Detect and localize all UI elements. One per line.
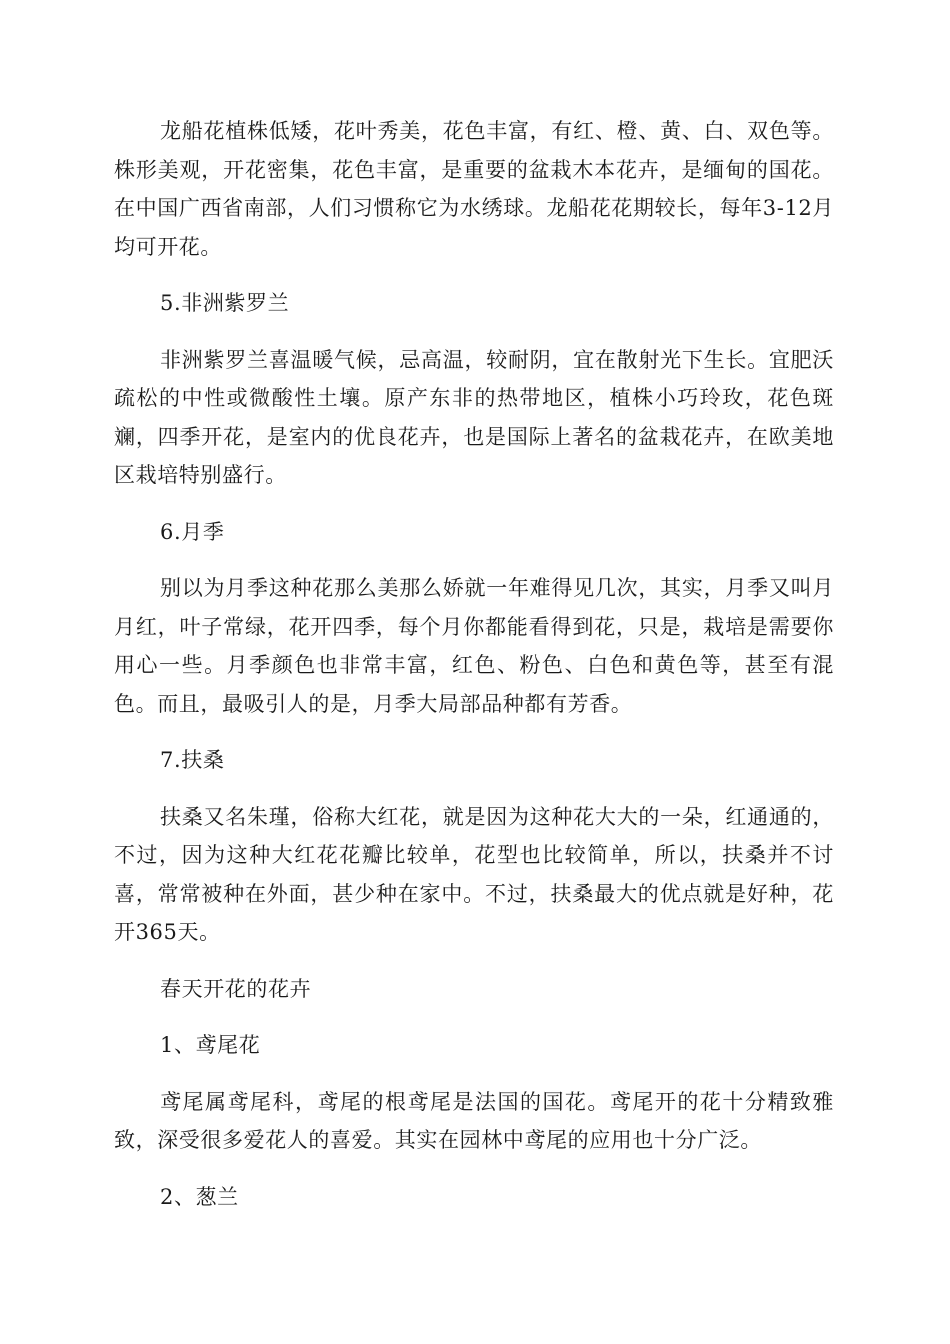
paragraph-china-rose: 别以为月季这种花那么美那么娇就一年难得见几次，其实，月季又叫月月红，叶子常绿，花开四季，每个月你都能看得到花，只是，栽培是需要你用心一些。月季颜色也非常丰富，红色、粉色、白色和黄色等，甚至有混色。而且，最吸引人的是，月季大局部品种都有芳香。 xyxy=(114,576,834,716)
paragraph-african-violet: 非洲紫罗兰喜温暖气候，忌高温，较耐阴，宜在散射光下生长。宜肥沃疏松的中性或微酸性土壤。原产东非的热带地区，植株小巧玲玫，花色斑斓，四季开花，是室内的优良花卉，也是国际上著名的盆栽花卉，在欧美地区栽培特别盛行。 xyxy=(114,347,834,487)
heading-china-rose: 6.月季 xyxy=(160,519,225,544)
heading-zephyranthes: 2、葱兰 xyxy=(160,1184,239,1209)
heading-iris: 1、鸢尾花 xyxy=(160,1033,261,1057)
heading-african-violet: 5.非洲紫罗兰 xyxy=(160,291,290,315)
heading-hibiscus: 7.扶桑 xyxy=(160,748,225,772)
heading-spring-flowers: 春天开花的花卉 xyxy=(160,976,312,1001)
paragraph-ixora: 龙船花植株低矮，花叶秀美，花色丰富，有红、橙、黄、白、双色等。株形美观，开花密集，花色丰富，是重要的盆栽木本花卉，是缅甸的国花。在中国广西省南部，人们习惯称它为水绣球。龙船花花期较长，每年3-12月均可开花。 xyxy=(114,119,834,259)
paragraph-iris: 鸢尾属鸢尾科，鸢尾的根鸢尾是法国的国花。鸢尾开的花十分精致雅致，深受很多爱花人的喜爱。其实在园林中鸢尾的应用也十分广泛。 xyxy=(114,1089,834,1152)
document-body xyxy=(114,112,834,1234)
paragraph-hibiscus: 扶桑又名朱瑾，俗称大红花，就是因为这种花大大的一朵，红通通的，不过，因为这种大红花花瓣比较单，花型也比较简单，所以，扶桑并不讨喜，常常被种在外面，甚少种在家中。不过，扶桑最大的优点就是好种，花开365天。 xyxy=(114,804,834,944)
